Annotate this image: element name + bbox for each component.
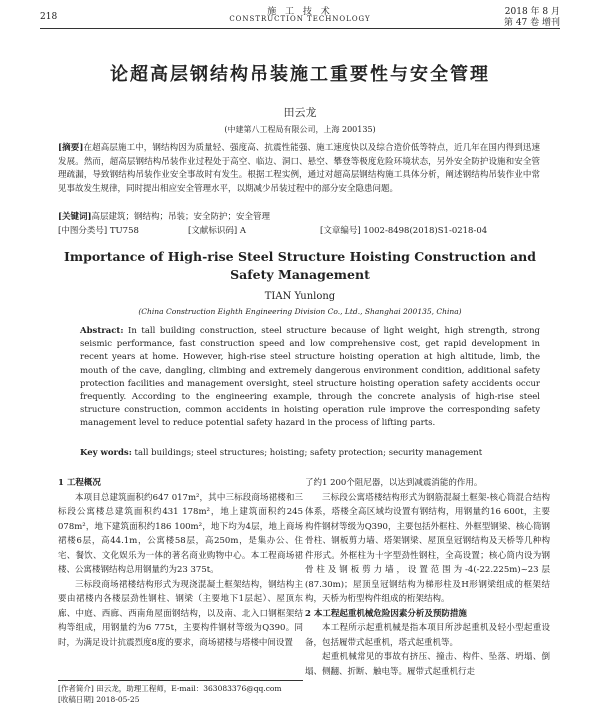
article-number: [文章编号] 1002-8498(2018)S1-0218-04: [320, 226, 488, 236]
abstract-cn-label: [摘要]: [58, 143, 84, 153]
body-paragraph: 本工程所示起重机械是指本项目所涉起重机及轻小型起重设备，包括履带式起重机，塔式起重机等。: [305, 623, 550, 648]
footnote: [58, 680, 303, 705]
keywords-en: [80, 448, 540, 458]
keywords-en-label: Key words:: [80, 448, 132, 458]
title-cn: 论超高层钢结构吊装施工重要性与安全管理: [110, 64, 490, 85]
keywords-cn: [58, 210, 540, 222]
author-cn: 田云龙: [283, 106, 317, 119]
body-paragraph: 三标段公寓塔楼结构形式为钢筋混凝土框架-核心筒混合结构体系，塔楼全高区域均设置有钢结构，用钢量约16 600t，主要构件钢材等级为Q390，主要包括外框柱、外框型钢梁、核心筒钢骨柱、钢板剪力墙、塔架钢梁、屋顶皇冠钢结构及天桥等几种构件形式。外框柱为十字型劲性钢柱，全高设置；核心筒内设为钢骨柱及钢板剪力墙，设置范围为-4(-22.225m)~23层(87.30m)；屋顶皇冠钢结构为梯形柱及H形钢梁组成的框架结构，天桥为桁型构件组成的桁架结构。: [305, 492, 550, 604]
title-en: Importance of High-rise Steel Structure Hoisting Construction and Safety Management: [64, 249, 536, 282]
header-rule: [40, 28, 560, 29]
body-column-left: [58, 476, 303, 650]
body-column-right: [305, 476, 550, 679]
body-paragraph: 了约1 200个阻尼器，以达到减震消能的作用。: [305, 478, 483, 488]
body-paragraph: 起重机械常见的事故有挤压、撞击、构件、坠落、坍塌、倒塌、侧翻、折断、触电等。履带式起重机行走: [305, 652, 550, 677]
abstract-en-label: Abstract:: [80, 326, 124, 336]
volume-info: 第 47 卷 增刊: [503, 18, 560, 28]
issue-date: 2018 年 8 月: [504, 7, 560, 17]
keywords-en-text: tall buildings; steel structures; hoisting; safety protection; security management: [134, 448, 483, 458]
abstract-en: [80, 325, 540, 431]
author-info: [作者简介] 田云龙，助理工程师，E-mail：363083376@qq.com: [58, 684, 282, 693]
page-number: 218: [40, 12, 58, 22]
received-date: [收稿日期] 2018-05-25: [58, 695, 140, 704]
keywords-cn-text: 高层建筑；钢结构；吊装；安全防护；安全管理: [91, 212, 271, 222]
running-header: [0, 0, 600, 30]
body-paragraph: 三标段商场裙楼结构形式为现浇混凝土框架结构，钢结构主要由裙楼内各楼层劲性钢柱、钢梁（主要地下1层起）、屋顶东廊、中庭、西廊、西南角屋面钢结构，以及南、北入口钢框架结构等组成，用钢量约为6 775t，主要构件钢材等级为Q390。同时，为满足设计抗震烈度8度的要求，商场裙楼与塔楼中间设置: [58, 579, 303, 648]
journal-name-cn: 施 工 技 术: [267, 7, 333, 17]
classification-line: [58, 224, 540, 236]
clc-number: [中图分类号] TU758: [58, 226, 139, 236]
document-code: [文献标识码] A: [188, 226, 246, 236]
journal-name-en: CONSTRUCTION TECHNOLOGY: [229, 15, 371, 23]
keywords-cn-label: [关键词]: [58, 212, 92, 222]
affiliation-cn: (中建第八工程局有限公司，上海 200135): [224, 125, 376, 134]
affiliation-en: (China Construction Eighth Engineering Division Co., Ltd., Shanghai 200135, China): [138, 307, 462, 316]
abstract-cn: [58, 142, 540, 196]
body-paragraph: 本项目总建筑面积约647 017m²，其中三标段商场裙楼和三标段公寓楼总建筑面积约431 178m²，地上建筑面积约245 078m²，地下建筑面积约186 100m²，地下均为4层，地上商场裙楼6层，高44.1m，公寓楼58层，高250m，是集办公、住宅、餐饮、文化娱乐为一体的著名商业购物中心。本工程商场裙楼、公寓楼钢结构总用钢量约为23 375t。: [58, 492, 303, 575]
author-en: TIAN Yunlong: [264, 291, 336, 302]
section-heading-1: 1 工程概况: [58, 478, 101, 488]
abstract-en-text: In tall building construction, steel structure because of light weight, high strength, strong seismic performance, fast construction speed and low comprehensive cost, get rapid development in recent years at home. However, high-rise steel structure hoisting operation at high altitude, limb, the mouth of the cave, dangling, climbing and extremely dangerous environment condition, additional safety protection facilities and management oversight, steel structure hoisting operation safety accidents occur frequently. According to the engineering example, through the concrete analysis of high-rise steel structure construction, common accidents in hoisting operation rule improve the corresponding safety management level to reduce potential safety hazard in the process of lifting parts.: [80, 326, 540, 429]
section-heading-2: 2 本工程起重机械危险因素分析及预防措施: [305, 608, 467, 619]
abstract-cn-text: 在超高层施工中，钢结构因为质量轻、强度高、抗震性能强、施工速度快以及综合造价低等特点，近几年在国内得到迅速发展。然而，超高层钢结构吊装作业过程处于高空、临边、洞口、悬空、攀登等极度危险环境状态，另外安全防护设施和安全管理疏漏，导致钢结构吊装作业安全事故时有发生。根据工程实例，通过对超高层钢结构施工具体分析，阐述钢结构吊装作业中常见事故发生规律，同时提出相应安全管理水平，以期减少吊装过程中的部分安全隐患问题。: [58, 143, 540, 194]
